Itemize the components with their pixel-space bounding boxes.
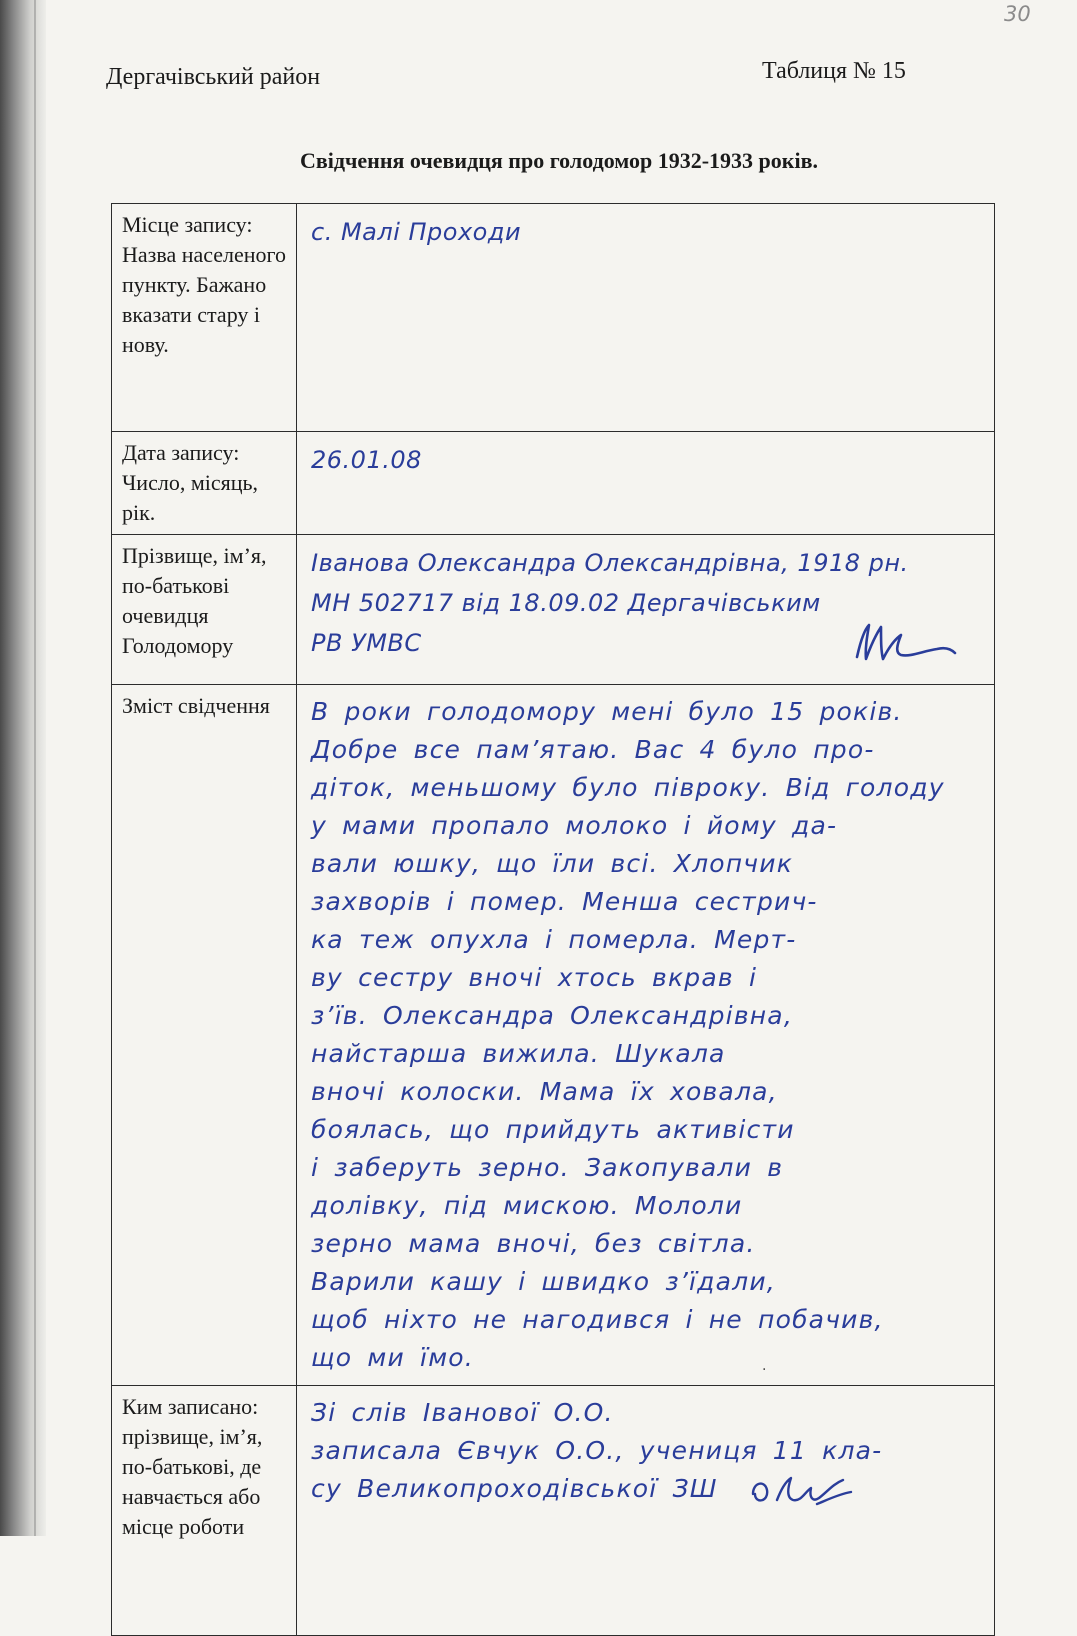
testimony-line: діток, меньшому було півроку. Від голоду — [311, 773, 945, 802]
binding-shadow — [0, 0, 46, 1536]
testimony-line: щоб ніхто не нагодився і не побачив, — [311, 1305, 884, 1334]
binding-edge — [34, 0, 36, 1536]
testimony-line: Варили кашу і швидко з’їдали, — [311, 1267, 776, 1296]
testimony-line: В роки голодомору мені було 15 років. — [311, 697, 903, 726]
witness-signature-icon — [851, 619, 961, 665]
witness-line: РВ УМВС — [311, 629, 422, 657]
testimony-line: і заберуть зерно. Закопували в — [311, 1153, 784, 1182]
recorder-line-row — [311, 1470, 984, 1510]
testimony-line: вночі колоски. Мама їх ховала, — [311, 1077, 778, 1106]
testimony-line: захворів і помер. Менша сестрич- — [311, 887, 818, 916]
value-place — [297, 204, 995, 432]
testimony-line: ву сестру вночі хтось вкрав і — [311, 963, 758, 992]
testimony-line: у мами пропало молоко і йому да- — [311, 811, 838, 840]
place-value-text: с. Малі Проходи — [311, 218, 522, 246]
scan-mark: · — [762, 1362, 767, 1378]
testimony-line: зерно мама вночі, без світла. — [311, 1229, 756, 1258]
testimony-line: долівку, під мискою. Мололи — [311, 1191, 743, 1220]
testimony-line: вали юшку, що їли всі. Хлопчик — [311, 849, 794, 878]
page-number: 30 — [1004, 2, 1031, 26]
witness-line-row — [311, 623, 984, 667]
value-date — [297, 432, 995, 535]
witness-line: Іванова Олександра Олександрівна, 1918 рн. — [311, 549, 909, 577]
value-testimony — [297, 685, 995, 1386]
value-recorder — [297, 1386, 995, 1636]
testimony-line: боялась, що прийдуть активісти — [311, 1115, 795, 1144]
testimony-line: з’їв. Олександра Олександрівна, — [311, 1001, 793, 1030]
recorder-line: записала Євчук О.О., учениця 11 кла- — [311, 1436, 883, 1465]
table-number: Таблиця № 15 — [762, 58, 906, 84]
recorder-line: Зі слів Іванової О.О. — [311, 1398, 614, 1427]
label-place: Місце запису: Назва населеного пункту. Бажано вказати стару і нову. — [112, 204, 297, 432]
row-testimony — [112, 685, 995, 1386]
label-witness: Прізвище, ім’я, по-батькові очевидця Голодомору — [112, 535, 297, 685]
row-witness — [112, 535, 995, 685]
recorder-signature-icon — [747, 1470, 857, 1510]
row-date — [112, 432, 995, 535]
testimony-line: найстарша вижила. Шукала — [311, 1039, 726, 1068]
document-title: Свідчення очевидця про голодомор 1932-1933 років. — [300, 148, 818, 173]
date-value-text: 26.01.08 — [311, 446, 422, 474]
row-place — [112, 204, 995, 432]
testimony-line: Добре все пам’ятаю. Вас 4 було про- — [311, 735, 875, 764]
testimony-line: ка теж опухла і померла. Мерт- — [311, 925, 797, 954]
recorder-line: су Великопроходівської ЗШ — [311, 1474, 718, 1503]
row-recorder — [112, 1386, 995, 1636]
label-testimony: Зміст свідчення — [112, 685, 297, 1386]
label-date: Дата запису: Число, місяць, рік. — [112, 432, 297, 535]
testimony-line: що ми їмо. — [311, 1343, 474, 1372]
district-name: Дергачівський район — [106, 64, 321, 90]
label-recorder: Ким записано: прізвище, ім’я, по-батькові, де навчається або місце роботи — [112, 1386, 297, 1636]
value-witness — [297, 535, 995, 685]
witness-line: МН 502717 від 18.09.02 Дергачівським — [311, 589, 821, 617]
testimony-form — [111, 203, 995, 1636]
